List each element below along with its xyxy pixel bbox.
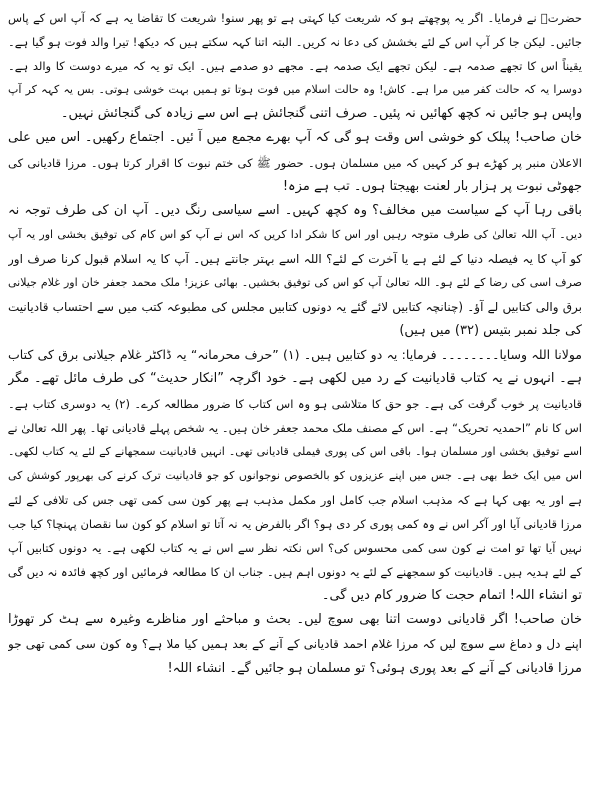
text-line: کی جلد نمبر بتیس (۳۲) میں ہیں) bbox=[399, 323, 582, 339]
text-line: اپنے دل و دماغ سے سوچ لیں کہ مرزا غلام احمد قادیانی کے آنے کے بعد ہمیں کیا ملا ہے؟ وہ کون سی کمی تھی جو bbox=[8, 637, 582, 652]
paragraph bbox=[8, 126, 582, 198]
text-line: اسے توفیق بخشی اور مسلمان ہوا۔ باقی اس کی پوری فیملی قادیانی تھی۔ انہیں قادیانیت سمجھانے کے لئے یہ کتاب لکھی۔ bbox=[8, 444, 582, 458]
text-line: کے لئے ہدیہ ہیں۔ قادیانیت کو سمجھنے کے لئے یہ دونوں اہم ہیں۔ جناب ان کا مطالعہ فرمائیں اور کچھ فائدہ نہ دیں گی bbox=[8, 565, 582, 580]
text-line: حضرتؒ نے فرمایا۔ اگر یہ پوچھتے ہو کہ شریعت کیا کہتی ہے تو پھر سنو! شریعت کا تقاضا یہ ہے کہ آپ اس کے پاس bbox=[8, 11, 582, 25]
text-line: صرف اسی کی رضا کے لئے ہو۔ اللہ تعالیٰ آپ کو اس کی توفیق بخشیں۔ بھائی عزیز! ملک محمد جعفر خان اور غلام جیلانی bbox=[8, 276, 582, 290]
text-line: جائیں۔ لیکن جا کر آپ اس کے لئے بخشش کی دعا نہ کریں۔ البتہ اتنا کہہ سکتے ہیں کہ دیکھ! تیرا والد فوت ہو گیا ہے۔ bbox=[8, 35, 582, 50]
text-line: مرزا قادیانی کے آنے کے بعد پوری ہوئی؟ تو مسلمان ہو جائیں گے۔ انشاء اللہ! bbox=[167, 660, 582, 676]
text-line: ہے اور یہ بھی کہا ہے کہ مذہب اسلام جب کامل اور مکمل مذہب ہے پھر کون سی کمی تھی جس کی تلافی کے لئے bbox=[8, 492, 582, 507]
text-line: دیں۔ آپ اللہ تعالیٰ کی طرف متوجہ رہیں اور اس کا شکر ادا کریں کہ اس نے آپ کو اس کام کی توفیق بخشی اور یہ آپ bbox=[8, 227, 582, 241]
text-line: جھوٹی نبوت پر ہزار بار لعنت بھیجتا ہوں۔ تب ہے مزہ! bbox=[282, 178, 582, 194]
text-line: دوسرا یہ کہ حالت کفر میں مرا ہے۔ کاش! وہ حالت اسلام میں فوت ہوتا تو ہمیں بہت خوشی ہوتی۔ بس یہ کہہ کر آپ bbox=[8, 83, 582, 97]
text-line: ہے۔ انہوں نے یہ کتاب قادیانیت کے رد میں لکھی ہے۔ خود اگرچہ ”انکار حدیث“ کی طرف مائل تھے۔ مگر bbox=[8, 371, 582, 387]
text-line: مرزا قادیانی آیا اور آکر اس نے وہ کمی پوری کر دی ہو؟ اگر بالفرض یہ نہ آتا تو اسلام کو کون سا نقصان پہنچا؟ کیا جب bbox=[8, 516, 582, 531]
text-line: اس کا نام ”احمدیہ تحریک“ ہے۔ اس کے مصنف ملک محمد جعفر خان ہیں۔ یہ شخص پہلے قادیانی تھا۔ پھر اللہ تعالیٰ نے bbox=[8, 420, 582, 435]
text-line: مولانا اللہ وسایا۔۔۔۔۔۔۔۔ فرمایا: یہ دو کتابیں ہیں۔ (۱) ”حرف محرمانہ“ یہ ڈاکٹر غلام جیلانی برق کی کتاب bbox=[8, 347, 582, 363]
text-line: خان صاحب! اگر قادیانی دوست اتنا بھی سوچ لیں۔ بحث و مباحثے اور مناظرے وغیرہ سے ہٹ کر تھوڑا bbox=[8, 612, 582, 628]
text-line: خان صاحب! پبلک کو خوشی اس وقت ہو گی کہ آپ بھرے مجمع میں آ ئیں۔ اجتماع رکھیں۔ اس میں علی bbox=[8, 130, 582, 146]
paragraph bbox=[8, 6, 582, 126]
text-line: واپس ہو جائیں نہ کچھ کھائیں نہ پئیں۔ صرف اتنی گنجائش ہے اس سے زیادہ کی گنجائش نہیں۔ bbox=[60, 106, 582, 122]
text-line: قادیانیت پر خوب گرفت کی ہے۔ جو حق کا متلاشی ہو وہ اس کتاب کا ضرور مطالعہ کرے۔ (۲) یہ دوسری کتاب ہے۔ bbox=[8, 396, 582, 411]
text-line: یقیناً اس کا تجھے صدمہ ہے۔ لیکن تجھے ایک صدمہ ہے۔ مجھے دو صدمے ہیں۔ ایک تو یہ کہ میرے دوست کا والد ہے۔ bbox=[8, 59, 582, 74]
text-line: الاعلان منبر پر کھڑے ہو کر کہیں کہ میں مسلمان ہوں۔ حضور ﷺ کی ختم نبوت کا اقرار کرتا ہوں۔ مرزا قادیانی کی bbox=[8, 155, 582, 170]
text-line: باقی رہا آپ کے سیاست میں مخالف؟ وہ کچھ کہیں۔ اسے سیاسی رنگ دیں۔ آپ ان کی طرف توجہ نہ bbox=[8, 202, 582, 218]
text-line: برق والی کتابیں لے آؤ۔ (چنانچہ کتابیں لائے گئے یہ دونوں کتابیں مجلس کی مطبوعہ کتب میں سے احتساب قادیانیت bbox=[8, 300, 582, 315]
paragraph bbox=[8, 608, 582, 680]
text-line: اس میں ایک خط بھی ہے۔ جس میں اپنے عزیزوں کو بالخصوص نوجوانوں کو جو قادیانیت ترک کرنے کی بھرپور کوشش کی bbox=[8, 468, 582, 482]
text-line: تو انشاء اللہ! اتمام حجت کا ضرور کام دیں گی۔ bbox=[321, 588, 582, 604]
text-line: کو آپ کا یہ فیصلہ دنیا کے لئے ہے یا آخرت کے لئے؟ اللہ اسے بہتر جانتے ہیں۔ آپ کا یہ اسلام قبول کرنا صرف اور bbox=[8, 251, 582, 266]
text-line: نہیں آیا تھا تو امت نے کون سی کمی محسوس کی؟ اس نکتہ نظر سے اس نے یہ کتاب لکھی ہے۔ یہ دونوں کتابیں آپ bbox=[8, 541, 582, 556]
paragraph bbox=[8, 343, 582, 608]
paragraph bbox=[8, 199, 582, 344]
